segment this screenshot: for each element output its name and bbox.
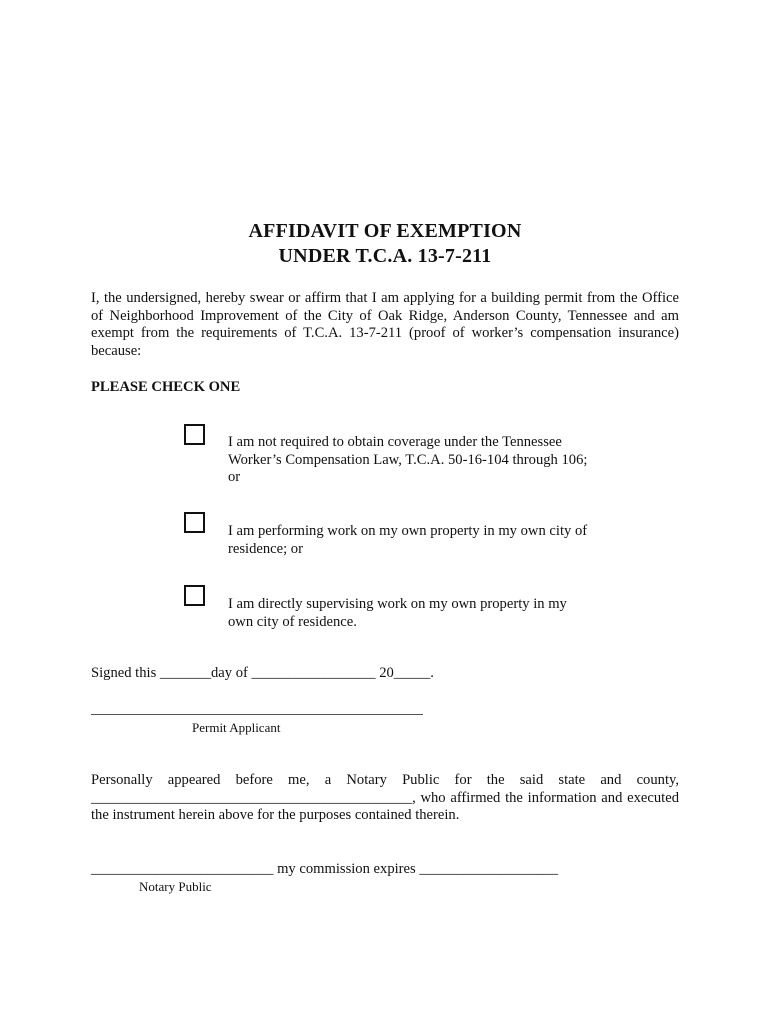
commission-expires-line: _________________________ my commission expires ___________________ <box>91 861 558 877</box>
document-title-line-2: UNDER T.C.A. 13-7-211 <box>278 245 492 267</box>
checkbox-not-required[interactable] <box>184 424 205 445</box>
option-not-required-text: I am not required to obtain coverage under the Tennessee Worker’s Compensation Law, T.C.A. 50-16-104 through 106; or <box>228 434 588 486</box>
permit-applicant-label: Permit Applicant <box>192 720 281 735</box>
option-own-property-text: I am performing work on my own property in my own city of residence; or <box>228 523 588 557</box>
check-one-heading: PLEASE CHECK ONE <box>91 379 241 395</box>
checkbox-own-property[interactable] <box>184 512 205 533</box>
checkbox-supervising[interactable] <box>184 585 205 606</box>
document-title-line-1: AFFIDAVIT OF EXEMPTION <box>248 220 522 242</box>
option-supervising-text: I am directly supervising work on my own property in my own city of residence. <box>228 596 567 630</box>
signed-date-line: Signed this _______day of _________________ 20_____. <box>91 665 434 681</box>
applicant-signature-line <box>91 714 423 715</box>
intro-paragraph: I, the undersigned, hereby swear or affirm that I am applying for a building permit from the Office of Neighborhood Improvement of the City of Oak Ridge, Anderson County, Tennessee and am exempt from the requirements of T.C.A. 13-7-211 (proof of worker’s compensation insurance) because: <box>91 290 679 359</box>
notary-paragraph: Personally appeared before me, a Notary Public for the said state and county, ____________________________________________, who affirmed the information and executed the instrument herein above for the purposes contained therein. <box>91 772 679 823</box>
notary-public-label: Notary Public <box>139 879 212 894</box>
